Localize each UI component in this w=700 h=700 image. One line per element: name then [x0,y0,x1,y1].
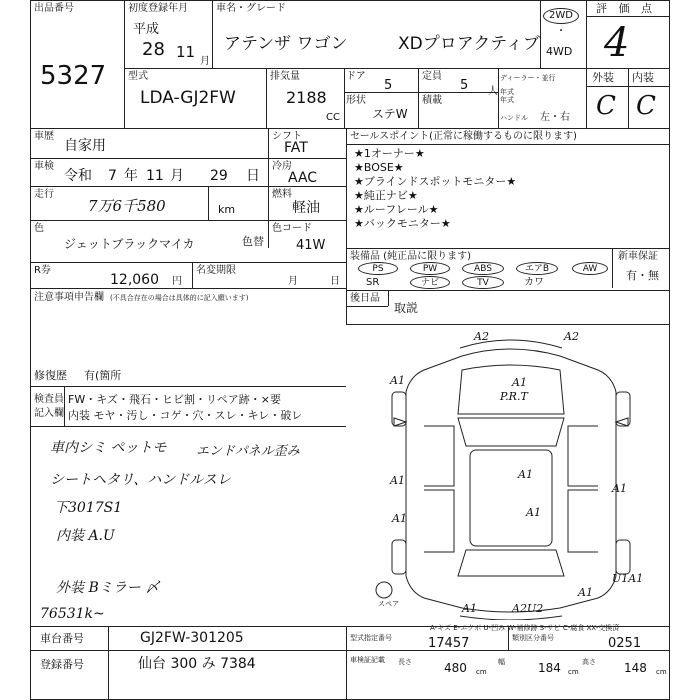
drive-4wd: 4WD [546,45,573,58]
capacity-label: 定員 [422,71,442,82]
equipment-title: 装備品 (純正品に限ります) [350,251,471,262]
displacement: 2188 [286,88,327,107]
hand-note-5: 外装 Bミラー 〆 [56,580,160,596]
year-unit: 年 [124,168,138,184]
equip-airbag: エアB [516,262,558,275]
damage-mark: A1 [392,512,407,525]
damage-mark: A2 [564,330,579,343]
height: 148 [624,661,647,675]
dealer-label: ディーラー・並行 [500,74,556,82]
equip-abs: ABS [462,262,504,275]
hand-note-6: 76531k~ [40,606,105,622]
selling-point: ★純正ナビ★ [354,189,418,202]
plate-label: 登録番号 [40,658,84,671]
plate-number: 仙台 300 み 7384 [138,656,256,672]
height-label: 高さ [582,658,596,666]
spare-label: スペア [378,600,399,608]
inspection-year: 7 [108,168,117,184]
chassis-number: GJ2FW-301205 [140,630,244,646]
warranty-value: 有・無 [626,269,659,282]
fuel: 軽油 [292,200,320,216]
class-label: 類別区分番号 [512,634,554,642]
inspector-row-2: 内装 モヤ・汚し・コゲ・穴・スレ・キレ・破レ [68,409,303,422]
selling-point: ★ルーフレール★ [354,203,439,216]
chassis-label: 車台番号 [40,632,84,645]
equip-tv: TV [462,276,504,289]
inspection-month: 11 [146,168,164,184]
damage-mark: A2 [474,330,489,343]
usage-label: 車歴 [34,131,54,142]
selling-point: ★ブラインドスポットモニター★ [354,175,517,188]
type-cert: 17457 [428,636,470,651]
color-code-label: 色コード [272,223,312,234]
damage-mark: A1 [390,474,405,487]
deadline-label: 名変期限 [196,265,236,276]
hand-note-2: シートヘタリ、ハンドルスレ [50,472,231,488]
km-unit: km [218,203,236,216]
shape: ステW [372,107,408,121]
model-code-label: 型式 [128,71,148,82]
damage-mark: A1 [512,376,527,389]
doors-label: ドア [346,71,366,82]
month-unit: 月 [200,56,210,67]
selling-points-list [354,147,516,231]
cert-label: 車検証記載 [350,656,385,664]
repair-value: 有(箇所 [84,369,122,382]
notes-subtitle: (不具合存在の場合は具体的に記入願います) [110,294,249,302]
equip-ps: PS [358,262,398,275]
month-unit-inspection: 月 [170,168,184,184]
damage-mark: A1 [518,468,533,481]
damage-mark: A2U2 [512,602,544,615]
color-code: 41W [296,238,326,253]
shift-label: シフト [272,131,302,142]
hand-note-1b: エンドパネル歪み [196,444,300,459]
recycle-label: R券 [34,265,51,276]
displacement-label: 排気量 [270,71,300,82]
hand-note-3: 下3017S1 [54,500,123,516]
selling-point: ★BOSE★ [354,161,404,174]
color: ジェットブラックマイカ [64,237,195,251]
exterior-grade: C [596,91,616,121]
damage-mark: P.R.T [500,390,528,403]
width-unit: cm [568,668,579,676]
reg-year: 28 [142,39,165,60]
model-year-label: 年式 [500,88,514,96]
overall-grade: 4 [604,20,630,66]
model-year-sub: 年式 [500,96,514,104]
drive-2wd: 2WD [543,8,579,24]
damage-mark: A1 [390,374,405,387]
aircon-label: 冷房 [272,161,292,172]
car-name: アテンザ ワゴン [224,34,348,54]
shape-label: 形状 [346,95,366,106]
steering-label: ハンドル [500,114,528,122]
damage-mark: A1 [578,586,593,599]
length-unit: cm [476,668,487,676]
damage-legend: A-キズ E-エクボ U-凹み W-補修跡 S-サビ C-腐食 XX-交換済 [430,624,620,632]
hand-note-4: 内装 A.U [56,528,115,544]
width: 184 [538,661,561,675]
inspection-era: 令和 [64,168,92,184]
model-code: LDA-GJ2FW [140,88,236,108]
interior-label: 内装 [632,71,654,84]
inspection-label: 車検 [34,161,54,172]
cc-unit: CC [326,112,340,123]
inspector-row-1: FW・キズ・飛石・ヒビ割・リペア跡・×要 [68,393,281,406]
reg-month: 11 [176,43,196,61]
selling-point: ★1オーナー★ [354,147,425,160]
length: 480 [444,661,467,675]
drive-dot: ・ [556,26,566,37]
recycle-fee: 12,060 [110,272,159,288]
fuel-label: 燃料 [272,189,292,200]
after-install-title: 後日品 [350,293,380,304]
steering: 左・右 [540,112,570,123]
interior-grade: C [636,91,656,121]
equip-pw: PW [410,262,450,275]
inspection-day: 29 [210,168,228,184]
shift: FAT [284,140,308,156]
height-unit: cm [656,668,667,676]
model-label: 車名・グレード [216,3,286,14]
usage: 自家用 [64,138,106,154]
equip-leather: カワ [524,277,544,288]
yen-unit: 円 [172,276,182,287]
mileage: 7万6千580 [88,197,166,215]
first-reg-label: 初度登録年月 [128,3,188,14]
equip-aw: AW [572,262,608,275]
lot-number: 5327 [40,61,107,91]
deadline-month: 月 [288,276,298,287]
notes-title: 注意事項申告欄 [34,292,104,303]
damage-mark: A1 [612,482,627,495]
type-cert-label: 型式指定番号 [350,634,392,642]
deadline-day: 日 [330,276,340,287]
era: 平成 [133,22,160,37]
warranty-label: 新車保証 [618,251,658,262]
grade: XDプロアクティブ [398,34,540,54]
length-label: 長さ [398,658,412,666]
repair-label: 修復歴 [34,369,67,382]
day-unit: 日 [246,168,260,184]
car-damage-diagram [350,326,668,620]
hand-note-1: 車内シミ ペットモ [50,440,167,456]
capacity: 5 [460,78,469,93]
load-label: 積載 [422,95,442,106]
width-label: 幅 [498,658,505,666]
class-number: 0251 [608,636,642,651]
doors: 5 [384,78,393,93]
aircon: AAC [288,170,318,186]
color-label: 色 [34,223,44,234]
inspector-label-1: 検査員 [34,394,64,405]
equip-navi: ナビ [410,276,450,289]
selling-points-title: セールスポイント(正常に稼働するものに限ります) [350,131,577,142]
exterior-label: 外装 [592,71,614,84]
person-unit: 人 [488,86,498,97]
grade-label: 評 価 点 [596,2,656,15]
equip-sr: SR [366,277,380,288]
after-install-value: 取説 [394,301,419,315]
damage-mark: A1 [526,506,541,519]
damage-mark: A1 [462,602,477,615]
lot-label: 出品番号 [34,3,74,14]
damage-mark: U1A1 [612,572,644,585]
selling-point: ★バックモニター★ [354,217,451,230]
inspector-label-2: 記入欄 [34,408,64,419]
color-change-label: 色替 [242,235,264,248]
mileage-label: 走行 [34,189,54,200]
